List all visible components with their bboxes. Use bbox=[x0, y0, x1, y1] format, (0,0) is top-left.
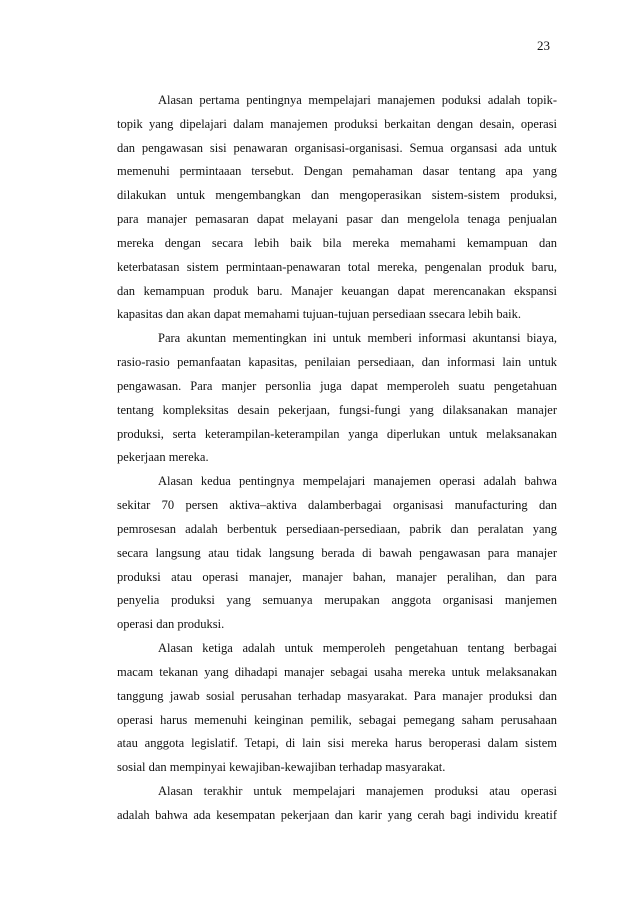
text-line: tanggung jawab sosial perusahan terhadap masyarakat. Para manajer produksi dan bbox=[117, 688, 557, 703]
text-line: mereka dengan secara lebih baik bila mereka memahami kemampuan dan bbox=[117, 235, 557, 250]
text-line: dilakukan untuk mengembangkan dan mengoperasikan sistem-sistem produksi, bbox=[117, 188, 557, 203]
text-line: memenuhi permintaaan tersebut. Dengan pemahaman dasar tentang apa yang bbox=[117, 164, 557, 179]
text-line: secara langsung atau tidak langsung berada di bawah pengawasan para manajer bbox=[117, 545, 557, 560]
text-line: atau anggota legislatif. Tetapi, di lain sisi mereka harus beroperasi dalam sistem bbox=[117, 736, 557, 751]
text-line: operasi dan produksi. bbox=[117, 617, 225, 632]
text-line: penyelia produksi yang semuanya merupakan anggota organisasi manjemen bbox=[117, 593, 557, 608]
text-line: pemrosesan adalah berbentuk persediaan-persediaan, pabrik dan peralatan yang bbox=[117, 521, 557, 536]
text-line: macam tekanan yang dihadapi manajer sebagai usaha mereka untuk melaksanakan bbox=[117, 664, 557, 679]
text-line: topik yang dipelajari dalam manajemen produksi berkaitan dengan desain, operasi bbox=[117, 116, 557, 131]
text-line: sekitar 70 persen aktiva–aktiva dalamberbagai organisasi manufacturing dan bbox=[117, 498, 557, 513]
body-text bbox=[117, 89, 557, 828]
text-line: kapasitas dan akan dapat memahami tujuan-tujuan persediaan ssecara lebih baik. bbox=[117, 307, 522, 322]
text-line: dan kemampuan produk baru. Manajer keuangan dapat merencanakan ekspansi bbox=[117, 283, 557, 298]
text-line: produksi atau operasi manajer, manajer bahan, manajer peralihan, dan para bbox=[117, 569, 557, 584]
text-line: pengawasan. Para manjer personlia juga dapat memperoleh suatu pengetahuan bbox=[117, 378, 557, 393]
page-number: 23 bbox=[537, 38, 550, 53]
text-line: Alasan ketiga adalah untuk memperoleh pengetahuan tentang berbagai bbox=[158, 641, 557, 656]
text-line: Alasan pertama pentingnya mempelajari manajemen poduksi adalah topik- bbox=[158, 93, 557, 107]
text-line: Para akuntan mementingkan ini untuk memberi informasi akuntansi biaya, bbox=[158, 331, 557, 346]
text-line: adalah bahwa ada kesempatan pekerjaan dan karir yang cerah bagi individu kreatif bbox=[117, 807, 557, 822]
text-line: sosial dan mempinyai kewajiban-kewajiban terhadap masyarakat. bbox=[117, 760, 446, 775]
text-line: operasi harus memenuhi keinginan pemilik, sebagai pemegang saham perusahaan bbox=[117, 712, 557, 727]
text-line: produksi, serta keterampilan-keterampilan yanga diperlukan untuk melaksanakan bbox=[117, 426, 557, 441]
text-line: pekerjaan mereka. bbox=[117, 450, 209, 465]
text-line: dan pengawasan sisi penawaran organisasi-organisasi. Semua organsasi ada untuk bbox=[117, 140, 557, 155]
text-line: para manajer pemasaran dapat melayani pasar dan mengelola tenaga penjualan bbox=[117, 212, 557, 227]
text-line: Alasan terakhir untuk mempelajari manajemen produksi atau operasi bbox=[158, 784, 557, 799]
text-line: keterbatasan sistem permintaan-penawaran total mereka, pengenalan produk baru, bbox=[117, 259, 557, 274]
text-line: rasio-rasio pemanfaatan kapasitas, penilaian persediaan, dan informasi lain untuk bbox=[117, 355, 557, 370]
text-line: Alasan kedua pentingnya mempelajari manajemen operasi adalah bahwa bbox=[158, 474, 557, 489]
text-line: tentang kompleksitas desain pekerjaan, fungsi-fungi yang dilaksanakan manajer bbox=[117, 402, 557, 417]
